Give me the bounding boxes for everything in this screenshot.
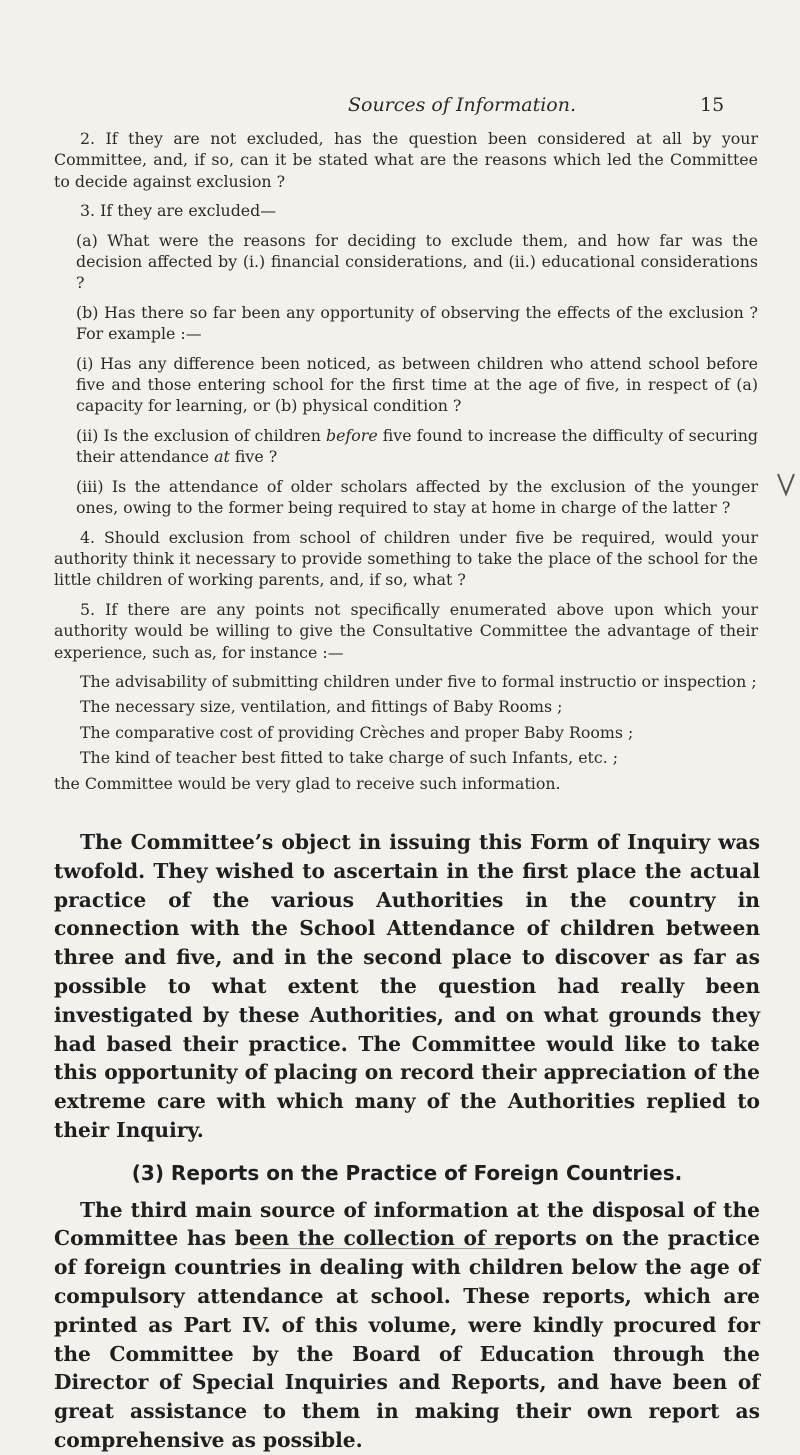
- question-5-close: the Committee would be very glad to receive such information.: [54, 773, 561, 793]
- question-5: 5. If there are any points not specifically enumerated above upon which your authority would be willing to give the Consultative Committee the advantage of their experience, such as, for instance :—: [54, 599, 758, 662]
- question-2: 2. If they are not excluded, has the question been considered at all by your Committee, and, if so, can it be stated what are the reasons which led the Committee to decide against exclusion ?: [54, 129, 758, 191]
- bottom-rule: [252, 1248, 508, 1249]
- question-3b: (b) Has there so far been any opportunity of observing the effects of the exclusion ? For example :—: [76, 302, 758, 344]
- question-3b-iii: (iii) Is the attendance of older scholars affected by the exclusion of the younger ones, owing to the former being required to stay at home in charge of the latter ?: [76, 476, 758, 518]
- paragraph-committee-object: The Committee’s object in issuing this Form of Inquiry was twofold. They wished to ascertain in the first place the actual practice of the various Authorities in the country in connection with the School Attendance of children between three and five, and in the second place to discover as far as possible to what extent the question had really been investigated by these Authorities, and on what grounds they had based their practice. The Committee would like to take this opportunity of placing on record their appreciation of the extreme care with which many of the Authorities replied to their Inquiry.: [54, 830, 760, 1142]
- body-text: [54, 828, 760, 1455]
- question-5-item: The comparative cost of providing Crèches and proper Baby Rooms ;: [80, 722, 634, 742]
- running-title: Sources of Information.: [347, 94, 577, 116]
- page-number: 15: [700, 94, 725, 116]
- paragraph-foreign-reports: The third main source of information at the disposal of the Committee has been the collection of reports on the practice of foreign countries in dealing with children below the age of compulsory attendance at school. These reports, which are printed as Part IV. of this volume, were kindly procured for the Committee by the Board of Education through the Director of Special Inquiries and Reports, and have been of great assistance to them in making their own report as comprehensive as possible.: [54, 1197, 760, 1452]
- margin-check-mark: [776, 470, 796, 498]
- question-5-item: The necessary size, ventilation, and fittings of Baby Rooms ;: [80, 697, 563, 717]
- question-5-item: The kind of teacher best fitted to take charge of such Infants, etc. ;: [80, 748, 619, 768]
- question-3a: (a) What were the reasons for deciding to exclude them, and how far was the decision affected by (i.) financial considerations, and (ii.) educational considerations ?: [76, 230, 758, 293]
- question-3: 3. If they are excluded—: [80, 201, 277, 221]
- emphasis-at: at: [214, 447, 230, 467]
- question-5-item: The advisability of submitting children under five to formal instructio or inspection ;: [80, 671, 757, 691]
- question-3b-i: (i) Has any difference been noticed, as between children who attend school before five and those entering school for the first time at the age of five, in respect of (a) capacity for learning, or (b) physical condition ?: [76, 353, 758, 416]
- section-heading: (3) Reports on the Practice of Foreign Countries.: [131, 1160, 683, 1185]
- question-4: 4. Should exclusion from school of children under five be required, would your authority think it necessary to provide something to take the place of the school for the little children of working parents, and, if so, what ?: [54, 527, 758, 590]
- inquiry-questions: [54, 128, 758, 802]
- question-3b-ii: (ii) Is the exclusion of children before five found to increase the difficulty of securing their attendance at five ?: [76, 425, 758, 467]
- emphasis-before: before: [325, 425, 378, 445]
